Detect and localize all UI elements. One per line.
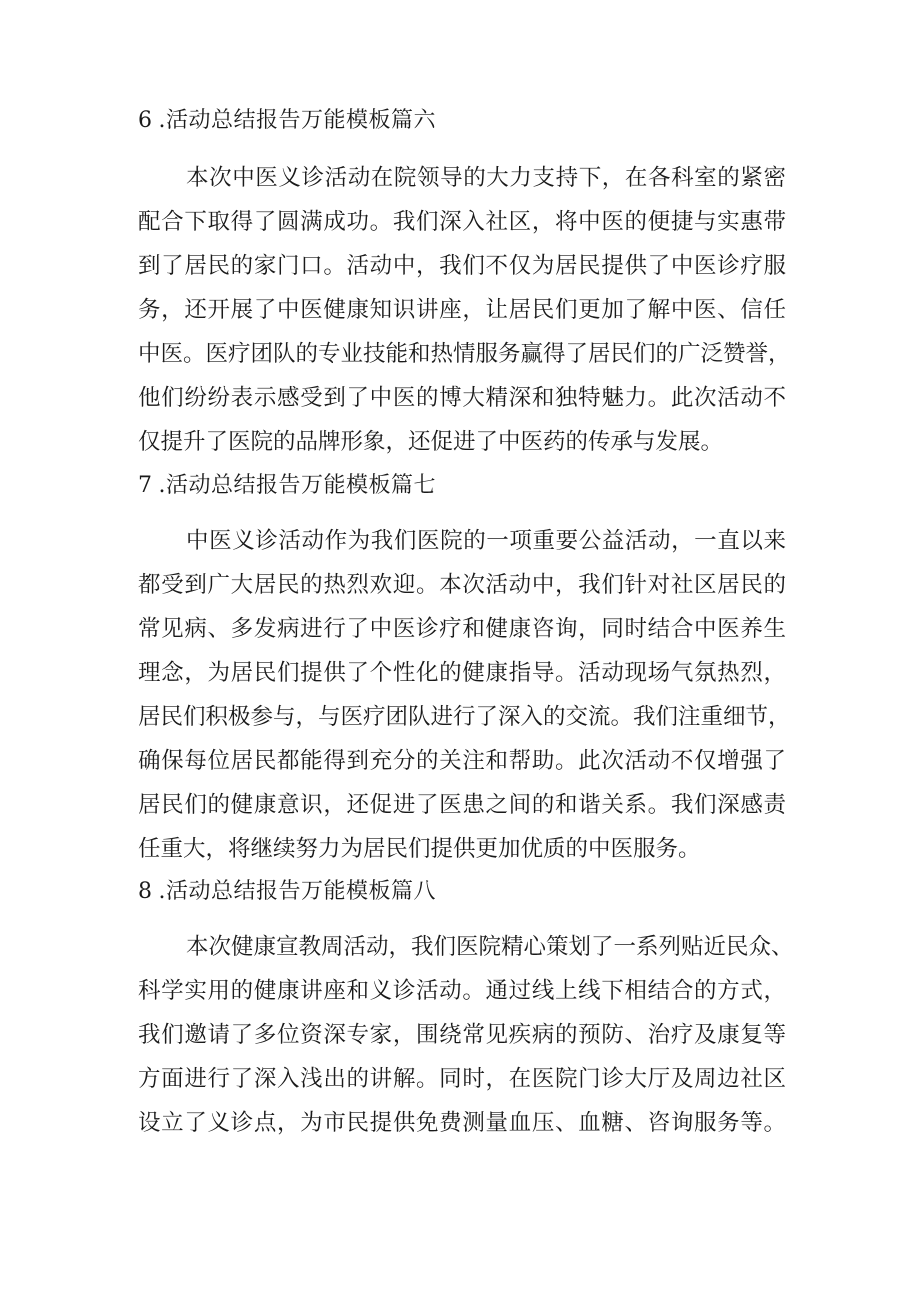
paragraph-line: 我们邀请了多位资深专家，围绕常见疾病的预防、治疗及康复等 [138, 1022, 786, 1048]
section-paragraph-7 [138, 519, 791, 871]
paragraph-line: 仅提升了医院的品牌形象，还促进了中医药的传承与发展。 [138, 429, 724, 455]
section-number: 7 [138, 473, 153, 498]
section-number: 8 [138, 879, 153, 904]
paragraph-line: 都受到广大居民的热烈欢迎。本次活动中，我们针对社区居民的 [138, 572, 786, 598]
paragraph-line: 中医。医疗团队的专业技能和热情服务赢得了居民们的广泛赞誉， [138, 341, 791, 367]
section-title: .活动总结报告万能模板篇八 [158, 879, 436, 904]
paragraph-line: 任重大，将继续努力为居民们提供更加优质的中医服务。 [138, 836, 701, 862]
paragraph-line: 设立了义诊点，为市民提供免费测量血压、血糖、咨询服务等。 [138, 1110, 786, 1136]
paragraph-line: 配合下取得了圆满成功。我们深入社区，将中医的便捷与实惠带 [138, 209, 786, 235]
paragraph-line: 居民们积极参与，与医疗团队进行了深入的交流。我们注重细节， [138, 704, 791, 730]
section-paragraph-6 [138, 156, 791, 464]
section-paragraph-8 [138, 925, 794, 1145]
section-title: .活动总结报告万能模板篇六 [158, 108, 436, 133]
section-title: .活动总结报告万能模板篇七 [158, 473, 436, 498]
paragraph-line: 务，还开展了中医健康知识讲座，让居民们更加了解中医、信任 [138, 297, 786, 323]
section-heading-6 [138, 106, 436, 136]
paragraph-line: 方面进行了深入浅出的讲解。同时，在医院门诊大厅及周边社区 [138, 1066, 786, 1092]
paragraph-line: 他们纷纷表示感受到了中医的博大精深和独特魅力。此次活动不 [138, 385, 786, 411]
paragraph-line: 确保每位居民都能得到充分的关注和帮助。此次活动不仅增强了 [138, 748, 786, 774]
paragraph-line: 科学实用的健康讲座和义诊活动。通过线上线下相结合的方式， [138, 978, 786, 1004]
paragraph-line: 理念，为居民们提供了个性化的健康指导。活动现场气氛热烈， [138, 660, 786, 686]
paragraph-line: 中医义诊活动作为我们医院的一项重要公益活动，一直以来 [186, 528, 786, 554]
section-heading-8 [138, 877, 436, 907]
section-heading-7 [138, 471, 436, 501]
section-number: 6 [138, 108, 153, 133]
paragraph-line: 本次中医义诊活动在院领导的大力支持下，在各科室的紧密 [186, 165, 786, 191]
paragraph-line: 本次健康宣教周活动，我们医院精心策划了一系列贴近民众、 [186, 934, 794, 960]
paragraph-line: 居民们的健康意识，还促进了医患之间的和谐关系。我们深感责 [138, 792, 786, 818]
paragraph-line: 常见病、多发病进行了中医诊疗和健康咨询，同时结合中医养生 [138, 616, 786, 642]
paragraph-line: 到了居民的家门口。活动中，我们不仅为居民提供了中医诊疗服 [138, 253, 786, 279]
